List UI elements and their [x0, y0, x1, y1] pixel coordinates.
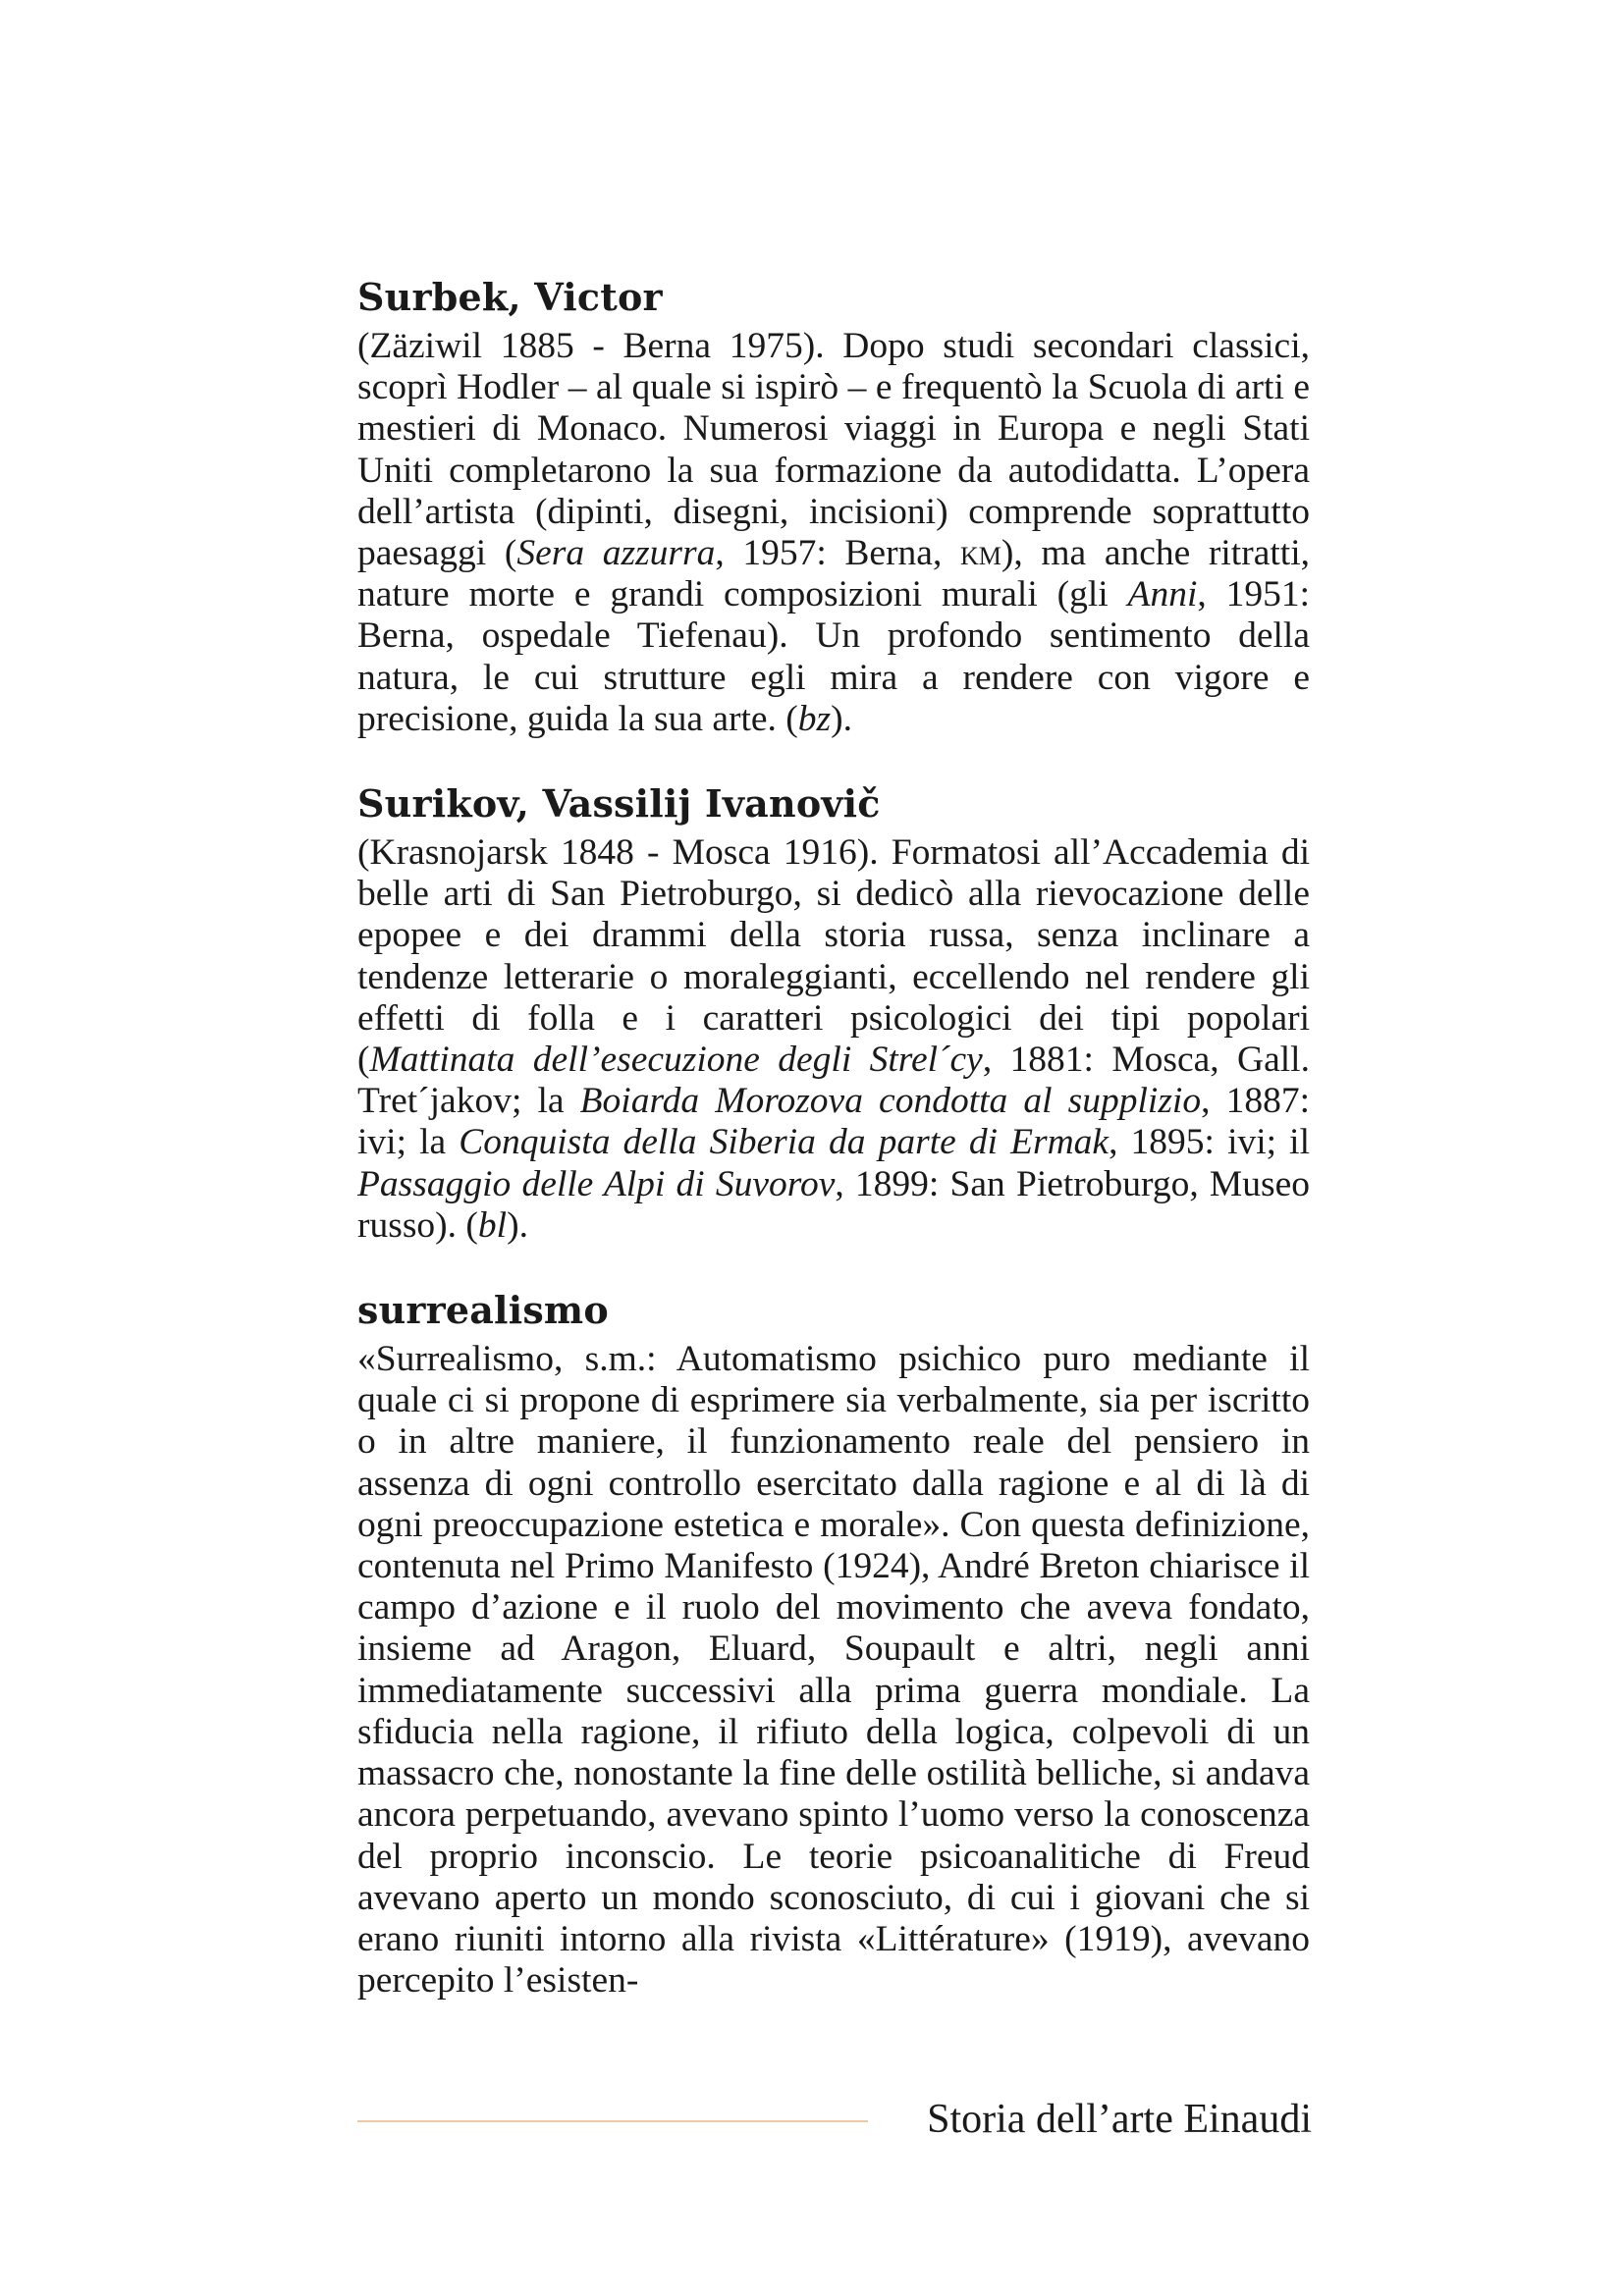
abbreviation: km	[959, 533, 1001, 574]
entry-surikov	[357, 779, 1310, 1247]
italic-title: bl	[477, 1204, 508, 1246]
italic-title: Sera azzurra	[516, 533, 716, 574]
italic-title: Boiarda Morozova condotta al supplizio	[579, 1081, 1202, 1122]
page-footer	[357, 2095, 1312, 2144]
entry-term: surrealismo	[357, 1288, 609, 1333]
italic-title: Conquista della Siberia da parte di Ermak	[459, 1122, 1109, 1163]
text-run: , 1881: Mosca, Gall. Tret´jakov; la	[357, 1040, 1310, 1122]
italic-title: Anni	[1127, 574, 1198, 615]
text-run: , 1899: San Pietroburgo, Museo russo). (	[357, 1163, 1310, 1246]
entry-surrealismo	[357, 1286, 1310, 2002]
text-run: ), ma anche ritratti, nature morte e grandi composizioni murali (gli	[357, 533, 1310, 615]
entry-term: Surikov, Vassilij Ivanovič	[357, 781, 881, 827]
footer-rule	[357, 2120, 868, 2122]
text-run: ).	[507, 1204, 528, 1246]
text-run: , 1895: ivi; il	[1109, 1122, 1310, 1163]
entry-body	[357, 1339, 1310, 2002]
entry-body	[357, 832, 1310, 1247]
italic-title: Mattinata dell’esecuzione degli Strel´cy	[369, 1040, 983, 1081]
text-run: (Zäziwil 1885 - Berna 1975). Dopo studi secondari classici, scoprì Hodler – al quale si ispirò – e frequentò la Scuola di arti e mestieri di Monaco. Numerosi viaggi in Europa e negli Stati Uniti completarono la sua formazione da autodidatta. L’opera dell’artista (dipinti, disegni, incisioni) comprende soprattutto paesaggi (	[357, 326, 1310, 574]
footer-title: Storia dell’arte Einaudi	[927, 2097, 1312, 2142]
text-run: (Krasnojarsk 1848 - Mosca 1916). Formatosi all’Accademia di belle arti di San Pietroburgo, si dedicò alla rievocazione delle epopee e dei drammi della storia russa, senza inclinare a tendenze letterarie o moraleggianti, eccellendo nel rendere gli effetti di folla e i caratteri psicologici dei tipi popolari (	[357, 832, 1310, 1081]
text-run: ).	[831, 698, 852, 739]
entry-body	[357, 326, 1310, 740]
text-run: , 1887: ivi; la	[357, 1081, 1311, 1163]
italic-title: Passaggio delle Alpi di Suvorov	[357, 1163, 836, 1204]
entry-term: Surbek, Victor	[357, 275, 663, 319]
page-content	[357, 273, 1310, 2002]
entry-surbek	[357, 273, 1310, 740]
text-run: , 1951: Berna, ospedale Tiefenau). Un profondo sentimento della natura, le cui strutture egli mira a rendere con vigore e precisione, guida la sua arte. (	[357, 574, 1310, 739]
text-run: , 1957: Berna,	[715, 533, 960, 574]
text-run: «Surrealismo, s.m.: Automatismo psichico puro mediante il quale ci si propone di esprimere sia verbalmente, sia per iscritto o in altre maniere, il funzionamento reale del pensiero in assenza di ogni controllo esercitato dalla ragione e al di là di ogni preoccupazione estetica e morale». Con questa definizione, contenuta nel Primo Manifesto (1924), André Breton chiarisce il campo d’azione e il ruolo del movimento che aveva fondato, insieme ad Aragon, Eluard, Soupault e altri, negli anni immediatamente successivi alla prima guerra mondiale. La sfiducia nella ragione, il rifiuto della logica, colpevoli di un massacro che, nonostante la fine delle ostilità belliche, si andava ancora perpetuando, avevano spinto l’uomo verso la conoscenza del proprio inconscio. Le teorie psicoanalitiche di Freud avevano aperto un mondo sconosciuto, di cui i giovani che si erano riuniti intorno alla rivista «Littérature» (1919), avevano percepito l’esisten-	[357, 1339, 1310, 2002]
italic-title: bz	[797, 698, 832, 739]
